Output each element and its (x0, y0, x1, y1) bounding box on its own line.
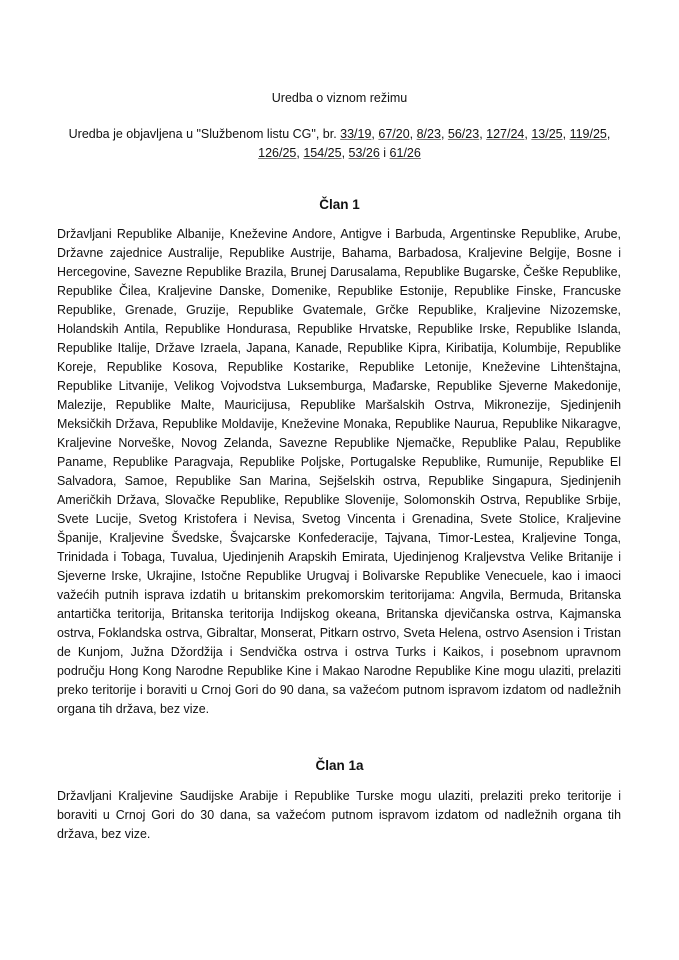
gazette-link-13-25[interactable]: 13/25 (531, 127, 563, 141)
article-1a-text: Državljani Kraljevine Saudijske Arabije i Republike Turske mogu ulaziti, prelaziti preko teritorije i boraviti u Crnoj Gori do 30 dana, sa važećom putnom ispravom izdatom od nadležnih organa tih država, bez vize. (57, 789, 621, 841)
article-1-text: Državljani Republike Albanije, Kneževine Andore, Antigve i Barbuda, Argentinske Republike, Arube, Državne zajednice Australije, Republike Austrije, Bahama, Barbadosa, Kraljevine Belgije, Bosne i Hercegovine, Savezne Republike Brazila, Brunej Darusalama, Republike Bugarske, Češke Republike, Republike Čilea, Kraljevine Danske, Domenike, Republike Estonije, Republike Finske, Francuske Republike, Grenade, Gruzije, Republike Gvatemale, Grčke Republike, Kraljevine Nizozemske, Holandskih Antila, Republike Hondurasa, Republike Hrvatske, Republike Irske, Republike Islanda, Republike Italije, Države Izraela, Japana, Kanade, Republike Kipra, Kiribatija, Kolumbije, Republike Koreje, Republike Kosova, Republike Kostarike, Republike Letonije, Kneževine Lihtenštajna, Republike Litvanije, Velikog Vojvodstva Luksemburga, Mađarske, Republike Sjeverne Makedonije, Malezije, Republike Malte, Mauricijusa, Republike Maršalskih Ostrva, Mikronezije, Sjedinjenih Meksičkih Država, Republike Moldavije, Kneževine Monaka, Republike Naurua, Republike Nikaragve, Kraljevine Norveške, Novog Zelanda, Savezne Republike Njemačke, Republike Palau, Republike Paname, Republike Paragvaja, Republike Poljske, Portugalske Republike, Rumunije, Republike El Salvadora, Samoe, Republike San Marina, Sejšelskih ostrva, Republike Singapura, Sjedinjenih Američkih Država, Slovačke Republike, Republike Slovenije, Solomonskih Ostrva, Republike Srbije, Svete Lucije, Svetog Kristofera i Nevisa, Svetog Vincenta i Grenadina, Svete Stolice, Kraljevine Španije, Kraljevine Švedske, Švajcarske Konfederacije, Tajvana, Timor-Lestea, Kraljevine Tonga, Trinidada i Tobaga, Tuvalua, Ujedinjenih Arapskih Emirata, Ujedinjenog Kraljevstva Velike Britanije i Sjeverne Irske, Ukrajine, Istočne Republike Urugvaj i Bolivarske Republike Venecuele, kao i imaoci važećih putnih isprava izdatih u britanskim prekomorskim teritorijama: Angvila, Bermuda, Britanska antartička teritorija, Britanska teritorija Indijskog okeana, Britanska djevičanska ostrva, Kajmanska ostrva, Foklandska ostrva, Gibraltar, Monserat, Pitkarn ostrvo, Sveta Helena, ostrvo Asension i Tristan de Kunjom, Južna Džordžija i Sendvička ostrva i ostrva Turks i Kaikos, i posebnom upravnom području Hong Kong Narodne Republike Kine i Makao Narodne Republike Kine mogu ulaziti, prelaziti preko teritorije i boraviti u Crnoj Gori do 90 dana, sa važećom putnom ispravom izdatom od nadležnih organa tih država, bez vize. (57, 227, 621, 716)
gazette-link-33-19[interactable]: 33/19 (340, 127, 372, 141)
publication-conjunction: i (379, 146, 390, 160)
document-title: Uredba o viznom režimu (271, 91, 408, 105)
publication-note: Uredba je objavljena u "Službenom listu CG", br. 33/19, 67/20, 8/23, 56/23, 127/24, 13/25, 119/25, 126/25, 154/25, 53/26 i 61/26 (68, 127, 611, 160)
gazette-link-119-25[interactable]: 119/25 (569, 127, 607, 141)
gazette-link-53-26[interactable]: 53/26 (348, 146, 380, 160)
gazette-link-127-24[interactable]: 127/24 (486, 127, 525, 141)
gazette-link-67-20[interactable]: 67/20 (378, 127, 410, 141)
article-1-heading: Član 1 (319, 197, 360, 212)
gazette-link-126-25[interactable]: 126/25 (258, 146, 297, 160)
gazette-link-8-23[interactable]: 8/23 (416, 127, 441, 141)
publication-prefix: Uredba je objavljena u "Službenom listu CG", br. (68, 127, 341, 141)
gazette-link-61-26[interactable]: 61/26 (389, 146, 421, 160)
article-1a-heading: Član 1a (315, 758, 364, 773)
gazette-link-154-25[interactable]: 154/25 (303, 146, 342, 160)
gazette-link-56-23[interactable]: 56/23 (447, 127, 480, 141)
